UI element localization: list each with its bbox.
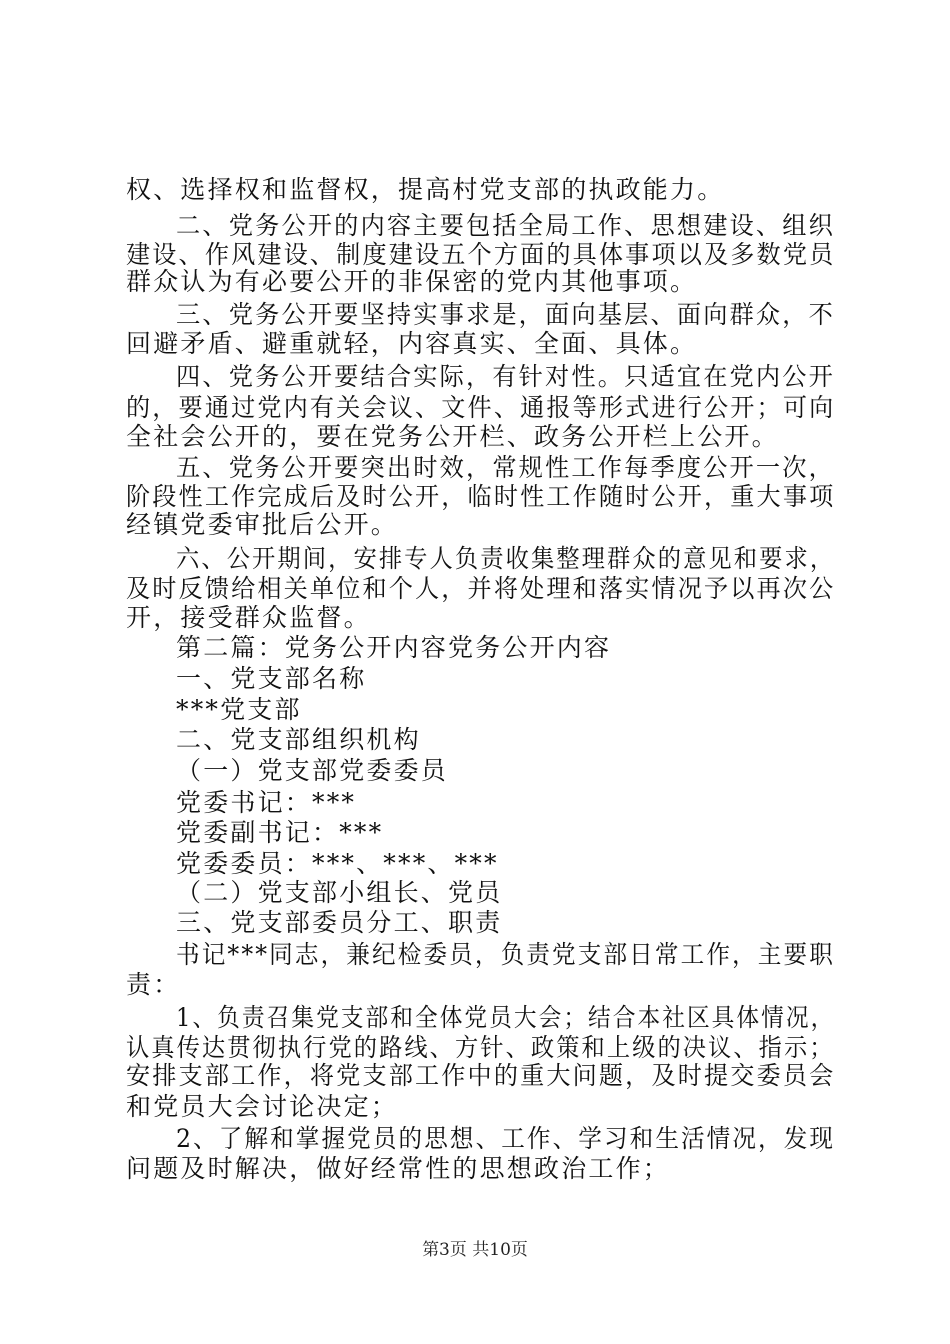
page-number-footer: 第3页 共10页 bbox=[422, 1240, 528, 1260]
text-line: 问题及时解决，做好经常性的思想政治工作； bbox=[126, 1154, 671, 1183]
text-line: 责： bbox=[126, 970, 181, 999]
text-line: 2、了解和掌握党员的思想、工作、学习和生活情况，发现 bbox=[176, 1124, 836, 1153]
text-line: 权、选择权和监督权，提高村党支部的执政能力。 bbox=[126, 175, 725, 204]
text-line: 四、党务公开要结合实际，有针对性。只适宜在党内公开 bbox=[176, 362, 836, 391]
text-line: （二）党支部小组长、党员 bbox=[176, 878, 503, 907]
text-line: 1、负责召集党支部和全体党员大会；结合本社区具体情况， bbox=[176, 1003, 836, 1032]
text-line: （一）党支部党委委员 bbox=[176, 756, 449, 785]
text-line: 安排支部工作，将党支部工作中的重大问题，及时提交委员会 bbox=[126, 1061, 836, 1090]
text-line: 二、党支部组织机构 bbox=[176, 725, 421, 754]
text-line: 阶段性工作完成后及时公开，临时性工作随时公开，重大事项 bbox=[126, 482, 836, 511]
text-line: 党委副书记：*** bbox=[176, 818, 384, 847]
text-line: 书记***同志，兼纪检委员，负责党支部日常工作，主要职 bbox=[176, 940, 835, 969]
text-line: 党委委员：***、***、*** bbox=[176, 849, 499, 878]
text-line: 二、党务公开的内容主要包括全局工作、思想建设、组织 bbox=[176, 211, 836, 240]
text-line: 六、公开期间，安排专人负责收集整理群众的意见和要求， bbox=[176, 544, 836, 573]
text-line: 全社会公开的，要在党务公开栏、政务公开栏上公开。 bbox=[126, 422, 779, 451]
section-heading: 第二篇：党务公开内容党务公开内容 bbox=[176, 633, 612, 662]
text-line: ***党支部 bbox=[176, 695, 302, 724]
text-line: 三、党支部委员分工、职责 bbox=[176, 908, 503, 937]
text-line: 建设、作风建设、制度建设五个方面的具体事项以及多数党员 bbox=[126, 240, 836, 269]
text-line: 五、党务公开要突出时效，常规性工作每季度公开一次， bbox=[176, 453, 836, 482]
text-line: 及时反馈给相关单位和个人，并将处理和落实情况予以再次公 bbox=[126, 574, 836, 603]
text-line: 认真传达贯彻执行党的路线、方针、政策和上级的决议、指示； bbox=[126, 1033, 835, 1062]
text-line: 三、党务公开要坚持实事求是，面向基层、面向群众，不 bbox=[176, 300, 836, 329]
text-line: 开，接受群众监督。 bbox=[126, 603, 371, 632]
text-line: 回避矛盾、避重就轻，内容真实、全面、具体。 bbox=[126, 329, 698, 358]
text-line: 经镇党委审批后公开。 bbox=[126, 510, 399, 539]
text-line: 群众认为有必要公开的非保密的党内其他事项。 bbox=[126, 267, 698, 296]
text-line: 和党员大会讨论决定； bbox=[126, 1092, 399, 1121]
text-line: 的，要通过党内有关会议、文件、通报等形式进行公开；可向 bbox=[126, 393, 836, 422]
text-line: 党委书记：*** bbox=[176, 788, 357, 817]
text-line: 一、党支部名称 bbox=[176, 664, 367, 693]
